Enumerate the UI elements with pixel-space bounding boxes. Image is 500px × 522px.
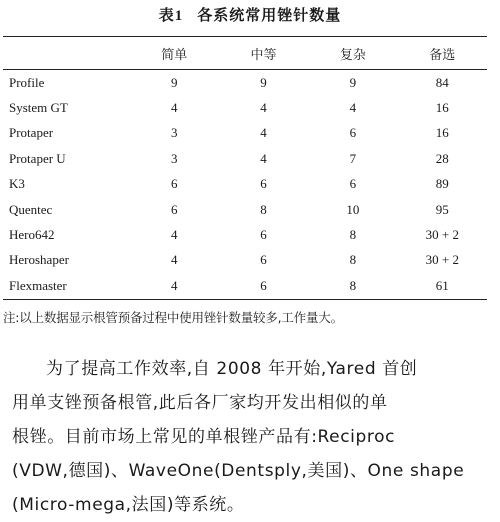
paragraph-line: 用单支锉预备根管,此后各厂家均开发出相似的单 xyxy=(12,393,388,413)
table-cell: 6 xyxy=(219,273,308,299)
table-row xyxy=(3,248,487,273)
table-cell: 9 xyxy=(260,74,267,90)
table-number: 表1 xyxy=(158,8,184,24)
table-cell: 4 xyxy=(170,227,178,243)
table-cell: 8 xyxy=(349,227,357,243)
table-note: 注:以上数据显示根管预备过程中使用锉针数量较多,工作量大。 xyxy=(3,310,343,325)
system-name: Hero642 xyxy=(9,227,55,243)
paragraph-line: (Micro-mega,法国)等系统。 xyxy=(12,495,245,515)
table-cell: 6 xyxy=(260,227,267,243)
table-cell: 6 xyxy=(349,125,357,141)
table-cell: 7 xyxy=(349,150,357,166)
table-cell: 30 + 2 xyxy=(425,227,459,243)
table-cell: 4 xyxy=(130,273,219,299)
table-cell: 4 xyxy=(260,150,267,166)
table-title: 各系统常用锉针数量 xyxy=(197,6,342,24)
table-cell: 10 xyxy=(346,201,360,217)
table-cell: 4 xyxy=(170,252,178,268)
table-cell: 9 xyxy=(170,74,178,90)
table-cell: 3 xyxy=(170,150,178,166)
file-count-table xyxy=(3,36,487,300)
table-row xyxy=(3,146,487,171)
table-caption xyxy=(0,4,500,25)
paragraph-line: 根锉。目前市场上常见的单根锉产品有:Reciproc xyxy=(12,427,396,447)
table-cell: 61 xyxy=(398,273,487,299)
system-name: K3 xyxy=(9,176,25,192)
system-name: Quentec xyxy=(9,201,53,217)
table-cell: 95 xyxy=(435,201,449,217)
table-cell: 4 xyxy=(260,100,267,116)
table-cell: 89 xyxy=(435,176,449,192)
table-row xyxy=(3,121,487,146)
table-row xyxy=(3,95,487,120)
table-cell: 16 xyxy=(435,100,449,116)
header-cell xyxy=(3,37,130,70)
table-cell: 6 xyxy=(260,176,267,192)
table-cell: 84 xyxy=(435,74,449,90)
table-row xyxy=(3,172,487,197)
table-cell: 4 xyxy=(170,100,178,116)
header-row xyxy=(3,37,487,70)
system-name: Profile xyxy=(9,74,45,90)
header-cell: 简单 xyxy=(130,37,219,70)
table-cell: 4 xyxy=(349,100,357,116)
table-cell: 8 xyxy=(260,201,267,217)
table-cell: 3 xyxy=(170,125,178,141)
header-cell: 中等 xyxy=(219,37,308,70)
system-name: System GT xyxy=(9,100,68,116)
table-cell: 6 xyxy=(170,201,178,217)
header-cell: 备选 xyxy=(398,37,487,70)
header-cell: 复杂 xyxy=(308,37,397,70)
table-cell: 6 xyxy=(349,176,357,192)
system-name: Heroshaper xyxy=(9,252,69,268)
table-cell: 6 xyxy=(170,176,178,192)
paragraph-line: (VDW,德国)、WaveOne(Dentsply,美国)、One shape xyxy=(12,461,465,481)
table-row xyxy=(3,70,487,96)
body-paragraph xyxy=(12,352,492,522)
table-row xyxy=(3,273,487,299)
system-name: Flexmaster xyxy=(3,273,130,299)
table-cell: 4 xyxy=(260,125,267,141)
table-cell: 6 xyxy=(260,252,267,268)
table-row xyxy=(3,197,487,222)
table-cell: 9 xyxy=(349,74,357,90)
table-row xyxy=(3,222,487,247)
system-name: Protaper xyxy=(9,125,54,141)
table-cell: 28 xyxy=(435,150,449,166)
table-cell: 8 xyxy=(308,273,397,299)
system-name: Protaper U xyxy=(9,150,66,166)
table-cell: 16 xyxy=(435,125,449,141)
table-cell: 8 xyxy=(349,252,357,268)
table-cell: 30 + 2 xyxy=(425,252,459,268)
paragraph-line: 为了提高工作效率,自 2008 年开始,Yared 首创 xyxy=(46,359,418,379)
